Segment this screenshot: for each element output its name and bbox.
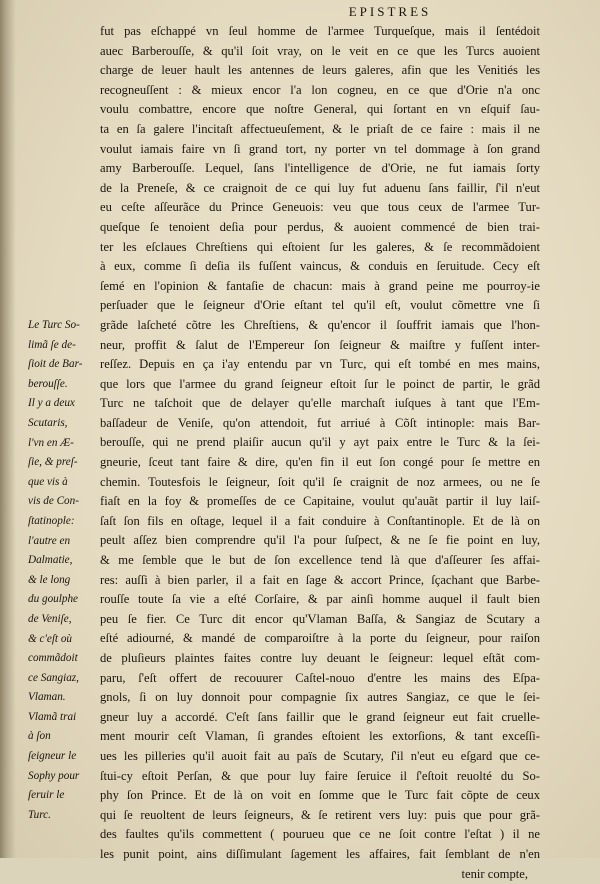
text-line: perſuader que le ſeigneur d'Orie eſtant tel qu'il eſt, voulut cõmettre vne ſi bbox=[100, 298, 540, 313]
text-line: chemin. Toutesfois le ſeigneur, ſoit qu'il ſe craignit de noz armees, ou ne ſe bbox=[100, 474, 540, 489]
text-line: peult aſſez bien comprendre qu'il l'a pour ſuſpect, & ne ſe fie point en luy, bbox=[100, 533, 540, 548]
margin-note: Sophy pour bbox=[28, 769, 80, 782]
margin-note: ſioit de Bar- bbox=[28, 358, 83, 371]
text-line: res: auſſi à bien parler, il a fait en ſage & accort Prince, ſçachant que Barbe- bbox=[100, 572, 540, 587]
margin-note: & c'eſt où bbox=[28, 632, 73, 645]
margin-note: que vis à bbox=[28, 475, 68, 488]
text-line: gneurie, ſceut tant faire & dire, qu'en fin il eut ſon congé pour ſe mettre en bbox=[100, 455, 540, 470]
margin-note: ſeigneur le bbox=[28, 750, 77, 763]
margin-note: Turc. bbox=[28, 808, 51, 821]
margin-note: Scutaris, bbox=[28, 416, 68, 429]
text-line: voulu combattre, encore que noſtre General, qui ſortant en vn eſquif ſau- bbox=[100, 102, 540, 117]
margin-note: ce Sangiaz, bbox=[28, 671, 79, 684]
text-line: fiaſt en la foy & promeſſes de ce Capitaine, voulut qu'auãt partir il luy laiſ- bbox=[100, 494, 540, 509]
text-line: voulut iamais faire vn ſi grand tort, ny porter vn tel dommage à ſon grand bbox=[100, 141, 540, 156]
margin-note: & le long bbox=[28, 573, 71, 586]
text-line: des faultes qu'ils commettent ( pourueu que ce ne ſoit contre l'eſtat ) il ne bbox=[100, 827, 540, 842]
text-line: ues les pilleries qu'il auoit fait au païs de Scutary, ſ'il n'eut eu eſgard que ce- bbox=[100, 748, 540, 763]
text-line: fut pas eſchappé vn ſeul homme de l'armee Turqueſque, mais il ſentédoit bbox=[100, 24, 540, 38]
margin-note: ſeruir le bbox=[28, 789, 65, 802]
text-line: gnols, ſi on luy donnoit pour compagnie ſix autres Sangiaz, ce que le ſei- bbox=[100, 690, 540, 705]
text-line: neur, proffit & ſalut de l'Empereur ſon ſeigneur & maiſtre y fuſſent inter- bbox=[100, 337, 540, 352]
text-line: auec Barberouſſe, & qu'il ſoit vray, on le veit en ce que les Turcs auoient bbox=[100, 43, 540, 58]
margin-note: berouſſe. bbox=[28, 377, 68, 390]
main-text-block bbox=[100, 22, 540, 884]
text-line: qui ſe reuoltent de leurs ſeigneurs, & ſe retirent vers luy: puis que pour grã- bbox=[100, 807, 540, 822]
text-line: les punit point, ains diſſimulant ſagement les affaires, fait ſemblant de n'en bbox=[100, 846, 540, 861]
margin-note: Vlamã trai bbox=[28, 710, 77, 723]
text-line: de la Preneſe, & ce craignoit de ce qui luy fut aduenu ſans faillir, ſ'il n'eut bbox=[100, 180, 540, 195]
margin-note: Le Turc So- bbox=[28, 319, 80, 331]
text-line: de pluſieurs plaintes faites contre luy deuant le ſeigneur: lequel eſtãt com- bbox=[100, 651, 540, 665]
running-head: EPISTRES bbox=[348, 4, 432, 19]
text-line: & me ſemble que le but de ſon excellence tend là que d'aſſeurer ſes affai- bbox=[100, 553, 540, 568]
text-line: grãde laſcheté cõtre les Chreſtiens, & qu'encor il ſouffrit iamais que l'hon- bbox=[100, 317, 540, 332]
text-line: queſque ſe tenoient deſia pour perdus, & auoient commencé de bien trai- bbox=[100, 219, 540, 234]
text-line: ter les eſclaues Chreſtiens qui eſtoient ſur les galeres, & ſe recommãdoient bbox=[100, 239, 540, 254]
margin-note: ſtatinople: bbox=[28, 514, 75, 527]
text-line-last: tenir compte, bbox=[461, 866, 528, 881]
margin-notes bbox=[28, 316, 102, 825]
text-line: baſſadeur de Veniſe, qu'on attendoit, fut arriué à Cõſt intinople: mais Bar- bbox=[100, 415, 540, 430]
text-line: peu ſe fier. Ce Turc dit encor qu'Vlaman Baſſa, & Sangiaz de Scutary a bbox=[100, 611, 540, 626]
margin-note: à ſon bbox=[28, 730, 51, 743]
margin-note: l'vn en Æ- bbox=[28, 436, 74, 449]
text-line: eſté adiourné, & mandé de comparoiſtre à la porte du ſeigneur, pour raiſon bbox=[100, 631, 540, 646]
text-line: Turc ne taſchoit que de delayer qu'elle marchaſt iuſques à tant que l'Em- bbox=[100, 396, 540, 411]
text-line: ſaſt ſon fils en oſtage, lequel il a fait conduire à Conſtantinople. Et de là on bbox=[100, 513, 540, 528]
text-line: phy ſon Prince. Et de là on voit en ſomme que le Turc fait cõpte de ceux bbox=[100, 788, 540, 803]
text-line: charge de leuer hault les antennes de leurs galeres, afin que les Venitiés les bbox=[100, 63, 540, 78]
text-line: rouſſe toute ſa vie a eſté Corſaire, & par ainſi homme auquel il fault bien bbox=[100, 592, 540, 607]
text-line: paru, ſ'eſt offert de recouurer Caſtel-nouo d'entre les mains des Eſpa- bbox=[100, 670, 540, 685]
margin-note: ſie, & preſ- bbox=[28, 456, 78, 469]
text-line: reſſez. Depuis en ça i'ay entendu par vn Turc, qui eſt tombé en mes mains, bbox=[100, 357, 540, 372]
text-line: amy Barberouſſe. Lequel, ſans l'intelligence de d'Orie, ne fut iamais ſorty bbox=[100, 161, 540, 176]
margin-note: limã ſe de- bbox=[28, 338, 76, 351]
text-line: à eux, comme ſi deſia ils fuſſent vaincus, & conduis en ſeruitude. Cecy eſt bbox=[100, 259, 540, 274]
text-line: recogneuſſent : & mieux encor l'a lon cogneu, en ce que d'Orie n'a onc bbox=[100, 82, 540, 97]
margin-note: Vlaman. bbox=[28, 691, 66, 704]
margin-note: du goulphe bbox=[28, 593, 79, 606]
margin-note: de Veniſe, bbox=[28, 612, 72, 625]
text-line: gneur luy a accordé. C'eſt ſans faillir que le grand ſeigneur eut fait cruelle- bbox=[100, 709, 540, 724]
margin-note: commãdoit bbox=[28, 652, 78, 665]
text-line: berouſſe, qui ne prend plaiſir aucun qu'il y ayt paix entre le Turc & la ſei- bbox=[100, 435, 540, 450]
text-line: eu ceſte aſſeurãce du Prince Geneuois: veu que tous ceux de l'armee Tur- bbox=[100, 200, 540, 215]
page-gutter-shadow bbox=[0, 0, 16, 858]
margin-note: l'autre en bbox=[28, 534, 71, 547]
margin-note: Dalmatie, bbox=[28, 554, 73, 567]
margin-note: vis de Con- bbox=[28, 495, 79, 508]
text-line: ſtui-cy eſtoit Perſan, & que pour luy faire ſeruice il ſ'eſtoit reuolté du So- bbox=[100, 768, 540, 783]
margin-note: Il y a deux bbox=[28, 397, 75, 410]
text-line: ta en ſa galere l'incitaſt affectueuſement, & le priaſt de ce faire : mais il ne bbox=[100, 121, 540, 136]
text-line: ment mourir ceſt Vlaman, ſi grandes eſtoient les extorſions, & tant exceſſi- bbox=[100, 729, 540, 744]
text-line: ſemé en l'opinion & fantaſie de chacun: mais à grand peine me pourroy-ie bbox=[100, 278, 540, 293]
text-line: que lors que l'armee du grand ſeigneur eſtoit ſur le poinct de partir, le grãd bbox=[100, 376, 540, 391]
